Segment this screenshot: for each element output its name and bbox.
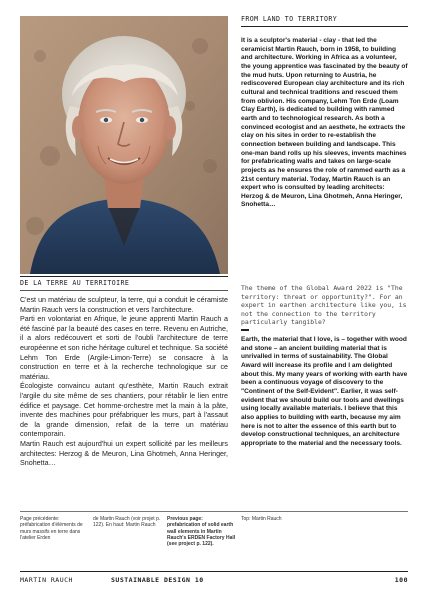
- english-paragraph: It is a sculptor's material - clay - that led the ceramicist Martin Rauch, born in 1958, to building and architecture. Working in Africa as a volunteer, the young apprentice was fascinated by the beauty of the mud huts. Upon returning to Austria, he rediscovered European clay architecture and its rich cultural and technical traditions and rescued them from oblivion. His company, Lehm Ton Erde (Loam Clay Earth), is dedicated to building with rammed earth and to technological research. As both a convinced ecologist and an aesthete, he extracts the clay on his sites in order to re-establish the connection between building and landscape. This one-man band rolls up his sleeves, invents machines for prefabricating walls and takes on large-scale projects as he ensures the role of rammed earth as a 21st century material. Today, Martin Rauch is an expert who is consulted by leading architects: Herzog & de Meuron, Lina Ghotmeh, Anna Heringer, Snohetta…: [241, 37, 408, 209]
- footer-publication: SUSTAINABLE DESIGN 10: [111, 576, 204, 584]
- french-heading: DE LA TERRE AU TERRITOIRE: [20, 279, 130, 287]
- footer-author: MARTIN RAUCH: [20, 576, 73, 584]
- caption-english-1: Previous page: prefabrication of solid earth wall elements in Martin Rauch's ERDEN Factory Hall (see project p. 122).: [167, 516, 236, 548]
- section-rule: [241, 26, 408, 27]
- french-body: [20, 296, 228, 469]
- english-heading: FROM LAND TO TERRITORY: [241, 15, 338, 23]
- caption-french-1: Page précédente: préfabrication d'éléments de murs massifs en terre dans l'atelier Erden: [20, 516, 83, 541]
- portrait-photo: [20, 16, 228, 274]
- english-body: [241, 37, 408, 210]
- english-section-header: [241, 14, 408, 27]
- interview-answer: [241, 336, 408, 449]
- caption-french-2: de Martin Rauch (voir projet p. 122). En haut: Martin Rauch: [93, 516, 161, 529]
- portrait-image: [20, 16, 228, 274]
- answer-paragraph: Earth, the material that I love, is – together with wood and stone – an ancient building material that is unrivalled in terms of sustainability. The Global Award will increase its profile and I am delighted about this. My many years of working with earth have been a continuous voyage of discovery to the "Continent of the Self-Evident". Earlier, it was self-evident that we should build our tools and dwellings using locally available materials. I believe that this also applies to building with earth, because my aim here is not to alter the essence of this earth but to develop constructional techniques, an architecture appropriate to the material and the necessary tools.: [241, 336, 408, 447]
- french-paragraph: Parti en volontariat en Afrique, le jeune apprenti Martin Rauch a été fasciné par la beauté des cases en terre. Revenu en Autriche, il a alors redécouvert et sorti de l'oubli l'architecture de terre européenne et son riche héritage culturel et technique. Sa société Lehm Ton Erde (Argile-Limon-Terre) se consacre à la construction en terre et à la recherche technologique sur ce matériau.: [20, 315, 229, 381]
- french-paragraph: C'est un matériau de sculpteur, la terre, qui a conduit le céramiste Martin Rauch vers la construction et vers l'architecture.: [20, 296, 228, 314]
- caption-rule: [20, 511, 408, 512]
- french-paragraph: Martin Rauch est aujourd'hui un expert sollicité par les meilleurs architectes: Herzog & de Meuron, Lina Ghotmeh, Anna Heringer, Snohetta…: [20, 439, 228, 468]
- interview-question: The theme of the Global Award 2022 is "The territory: threat or opportunity?". For an expert in earthen architecture like you, is not the connection to the territory particularly tangible?: [241, 284, 407, 326]
- page-number: 100: [394, 576, 408, 584]
- footer-rule: [20, 571, 408, 572]
- section-rule-thin: [20, 290, 228, 291]
- french-paragraph: Écologiste convaincu autant qu'esthète, Martin Rauch extrait l'argile du site même de ses chantiers, pour rétablir le lien entre édifice et paysage. Cet homme-orchestre met la main à la pâte, invente des machines pour préfabriquer les murs, part à l'assaut de la grande dimension, refait de la terre un matériau contemporain.: [20, 382, 228, 439]
- caption-english-2: Top: Martin Rauch: [241, 516, 282, 522]
- question-marker: [241, 329, 249, 331]
- french-section-header: [20, 276, 228, 291]
